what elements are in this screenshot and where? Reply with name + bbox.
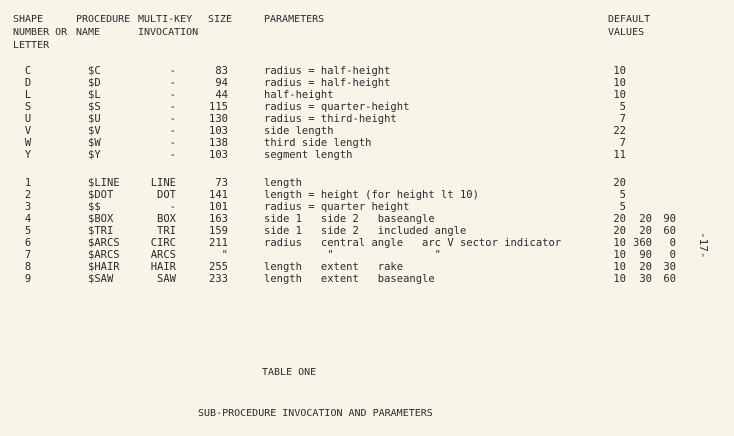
cell-multi: - — [169, 77, 176, 89]
table-row — [0, 113, 734, 125]
table-row — [0, 225, 734, 237]
cell-params: side 1 side 2 included angle — [264, 225, 467, 237]
cell-shape: 6 — [24, 237, 32, 249]
cell-d3: 0 — [669, 237, 676, 249]
cell-multi: - — [169, 65, 176, 77]
cell-size: 73 — [215, 177, 228, 189]
cell-proc: $S — [88, 101, 101, 113]
header-shape-3: LETTER — [13, 40, 50, 51]
cell-params: radius = quarter height — [264, 201, 410, 213]
cell-d1: 20 — [613, 177, 626, 189]
cell-shape: L — [24, 89, 32, 101]
cell-proc: $DOT — [88, 189, 114, 201]
cell-multi: SAW — [157, 273, 176, 285]
page-number: -17- — [697, 232, 710, 259]
cell-d1: 7 — [619, 113, 626, 125]
cell-size: 83 — [215, 65, 228, 77]
cell-size: 163 — [209, 213, 228, 225]
cell-d1: 5 — [619, 201, 626, 213]
cell-params: radius = quarter-height — [264, 101, 410, 113]
cell-proc: $HAIR — [88, 261, 120, 273]
header-default-2: VALUES — [608, 27, 645, 38]
cell-d3: 90 — [663, 213, 676, 225]
cell-size: 138 — [209, 137, 228, 149]
cell-shape: 9 — [24, 273, 32, 285]
cell-shape: 2 — [24, 189, 32, 201]
cell-d1: 20 — [613, 213, 626, 225]
table-row — [0, 237, 734, 249]
cell-shape: 1 — [24, 177, 32, 189]
cell-multi: CIRC — [150, 237, 176, 249]
cell-size: 101 — [209, 201, 228, 213]
cell-d2: 90 — [639, 249, 652, 261]
cell-proc: $L — [88, 89, 101, 101]
cell-proc: $C — [88, 65, 101, 77]
cell-proc: $BOX — [88, 213, 114, 225]
cell-multi: - — [169, 137, 176, 149]
header-procedure-1: PROCEDURE — [76, 14, 131, 25]
cell-params: side 1 side 2 baseangle — [264, 213, 435, 225]
cell-params: radius central angle arc V sector indicator — [264, 237, 562, 249]
cell-multi: - — [169, 113, 176, 125]
table-title: TABLE ONE — [262, 367, 317, 378]
cell-d1: 11 — [613, 149, 626, 161]
cell-size: " — [221, 249, 228, 261]
table-row — [0, 125, 734, 137]
header-parameters: PARAMETERS — [264, 14, 325, 25]
cell-params: length — [264, 177, 302, 189]
cell-shape: U — [24, 113, 32, 125]
cell-d1: 10 — [613, 273, 626, 285]
cell-d1: 10 — [613, 249, 626, 261]
cell-multi: DOT — [157, 189, 176, 201]
table-row — [0, 201, 734, 213]
cell-params: " " — [264, 249, 442, 261]
cell-proc: $LINE — [88, 177, 120, 189]
cell-d1: 10 — [613, 65, 626, 77]
cell-size: 103 — [209, 125, 228, 137]
cell-params: half-height — [264, 89, 334, 101]
cell-d2: 20 — [639, 261, 652, 273]
cell-d1: 10 — [613, 77, 626, 89]
header-default-1: DEFAULT — [608, 14, 651, 25]
table-row — [0, 77, 734, 89]
cell-proc: $Y — [88, 149, 101, 161]
cell-shape: V — [24, 125, 32, 137]
cell-shape: 3 — [24, 201, 32, 213]
cell-multi: TRI — [157, 225, 176, 237]
table-row — [0, 273, 734, 285]
cell-d2: 20 — [639, 225, 652, 237]
cell-multi: - — [169, 149, 176, 161]
cell-proc: $TRI — [88, 225, 114, 237]
cell-shape: Y — [24, 149, 32, 161]
cell-params: radius = half-height — [264, 65, 391, 77]
cell-d1: 10 — [613, 237, 626, 249]
table-row — [0, 261, 734, 273]
cell-proc: $D — [88, 77, 101, 89]
table-row — [0, 89, 734, 101]
cell-params: length extent rake — [264, 261, 404, 273]
header-procedure-2: NAME — [76, 27, 101, 38]
cell-proc: $U — [88, 113, 101, 125]
cell-d1: 5 — [619, 189, 626, 201]
cell-d1: 10 — [613, 261, 626, 273]
cell-d3: 0 — [669, 249, 676, 261]
table-subtitle: SUB-PROCEDURE INVOCATION AND PARAMETERS — [198, 408, 433, 419]
cell-shape: W — [24, 137, 32, 149]
cell-size: 44 — [215, 89, 228, 101]
header-shape-2: NUMBER OR — [13, 27, 68, 38]
table-row — [0, 137, 734, 149]
cell-size: 103 — [209, 149, 228, 161]
cell-size: 94 — [215, 77, 228, 89]
cell-multi: ARCS — [150, 249, 176, 261]
header-shape-1: SHAPE — [13, 14, 44, 25]
cell-shape: 7 — [24, 249, 32, 261]
table-row — [0, 213, 734, 225]
cell-proc: $SAW — [88, 273, 114, 285]
table-row — [0, 101, 734, 113]
cell-proc: $W — [88, 137, 101, 149]
cell-size: 211 — [209, 237, 228, 249]
cell-d3: 60 — [663, 273, 676, 285]
cell-proc: $$ — [88, 201, 101, 213]
cell-d1: 10 — [613, 89, 626, 101]
cell-proc: $V — [88, 125, 101, 137]
cell-params: radius = third-height — [264, 113, 397, 125]
cell-multi: LINE — [150, 177, 176, 189]
header-size: SIZE — [208, 14, 233, 25]
cell-shape: 8 — [24, 261, 32, 273]
cell-params: radius = half-height — [264, 77, 391, 89]
table-row — [0, 149, 734, 161]
cell-size: 233 — [209, 273, 228, 285]
cell-multi: - — [169, 89, 176, 101]
cell-params: third side length — [264, 137, 372, 149]
cell-params: length = height (for height lt 10) — [264, 189, 479, 201]
header-multikey-1: MULTI-KEY — [138, 14, 193, 25]
cell-d2: 360 — [633, 237, 652, 249]
table-row — [0, 189, 734, 201]
table-row — [0, 249, 734, 261]
cell-d3: 30 — [663, 261, 676, 273]
cell-d1: 20 — [613, 225, 626, 237]
cell-shape: 5 — [24, 225, 32, 237]
cell-size: 141 — [209, 189, 228, 201]
cell-params: segment length — [264, 149, 353, 161]
table-row — [0, 65, 734, 77]
cell-shape: C — [24, 65, 32, 77]
cell-params: side length — [264, 125, 334, 137]
cell-size: 159 — [209, 225, 228, 237]
cell-size: 255 — [209, 261, 228, 273]
cell-size: 130 — [209, 113, 228, 125]
cell-proc: $ARCS — [88, 249, 120, 261]
cell-multi: - — [169, 201, 176, 213]
cell-multi: BOX — [157, 213, 176, 225]
cell-d3: 60 — [663, 225, 676, 237]
cell-d1: 22 — [613, 125, 626, 137]
cell-d2: 30 — [639, 273, 652, 285]
cell-multi: - — [169, 125, 176, 137]
cell-proc: $ARCS — [88, 237, 120, 249]
header-multikey-2: INVOCATION — [138, 27, 199, 38]
cell-d1: 5 — [619, 101, 626, 113]
cell-size: 115 — [209, 101, 228, 113]
cell-multi: HAIR — [150, 261, 176, 273]
cell-multi: - — [169, 101, 176, 113]
table-row — [0, 177, 734, 189]
cell-shape: D — [24, 77, 32, 89]
cell-d1: 7 — [619, 137, 626, 149]
cell-shape: 4 — [24, 213, 32, 225]
cell-shape: S — [24, 101, 32, 113]
cell-d2: 20 — [639, 213, 652, 225]
cell-params: length extent baseangle — [264, 273, 435, 285]
